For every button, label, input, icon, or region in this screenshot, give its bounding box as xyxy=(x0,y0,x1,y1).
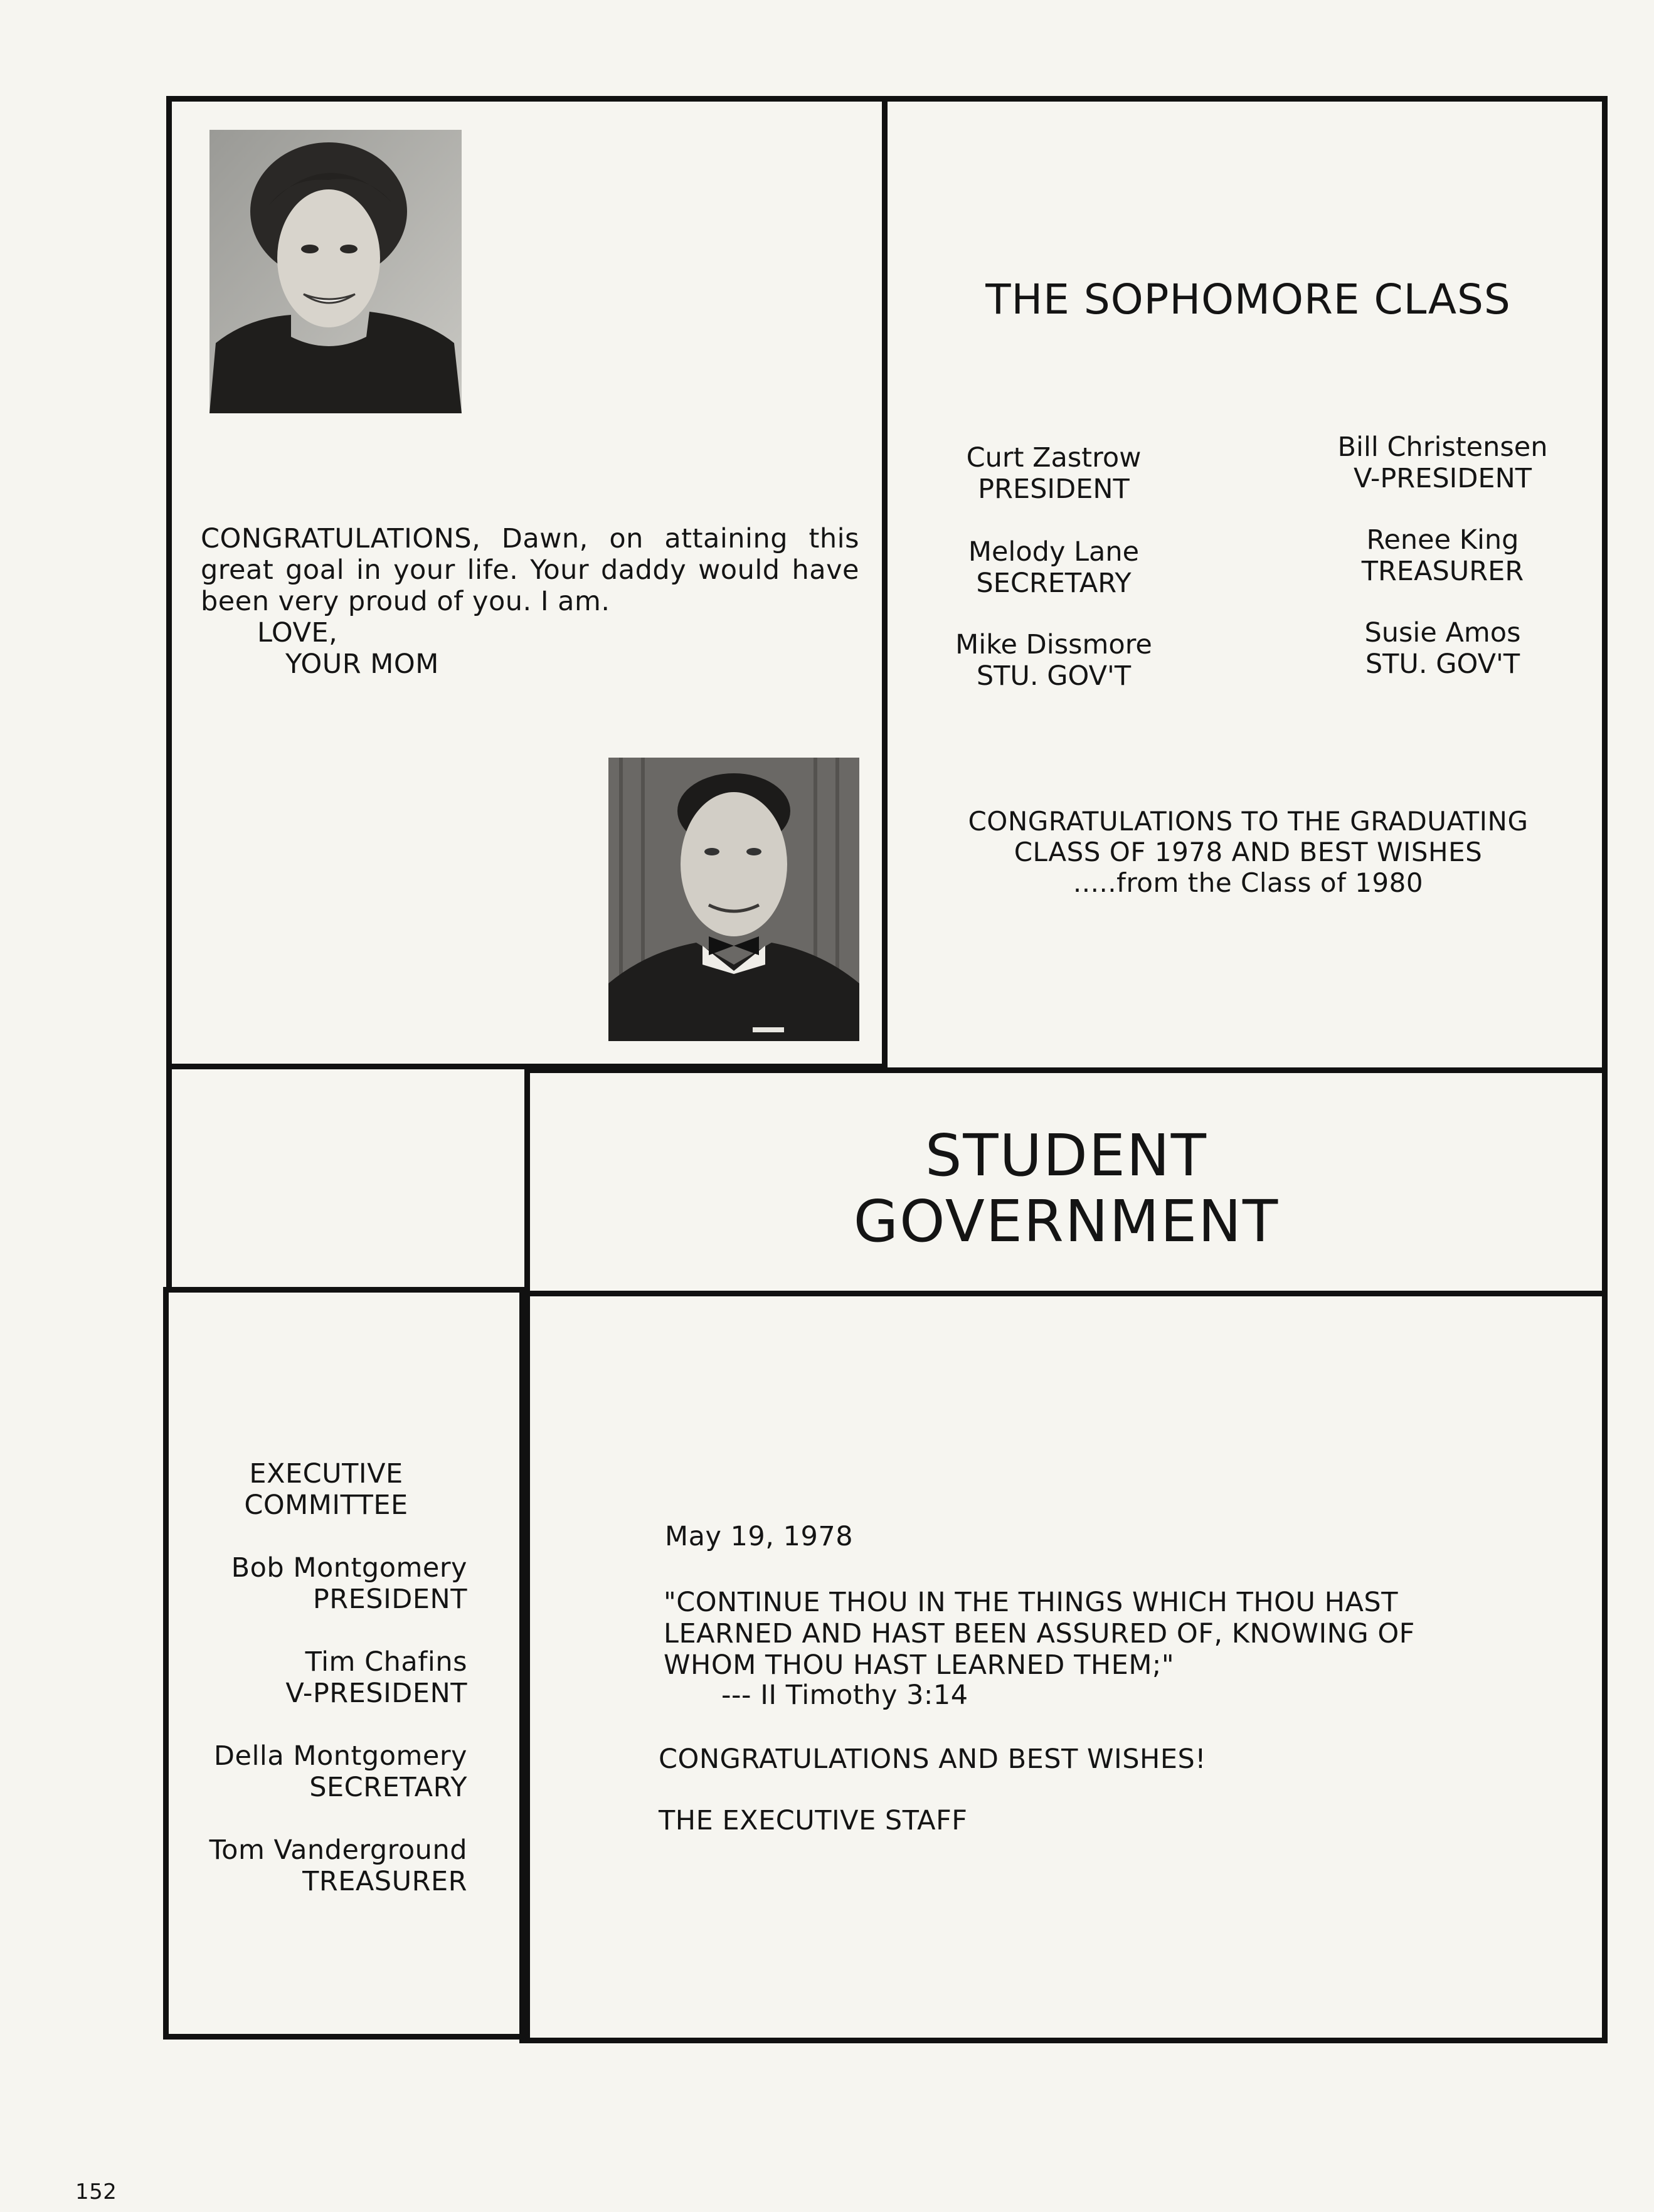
officer-treasurer xyxy=(1311,524,1574,587)
bible-quote xyxy=(664,1587,1567,1681)
quote-line: WHOM THOU HAST LEARNED THEM;" xyxy=(664,1649,1175,1681)
officer-role: STU. GOV'T xyxy=(976,660,1132,692)
ad-signature: YOUR MOM xyxy=(285,648,439,680)
message-date: May 19, 1978 xyxy=(665,1521,854,1552)
executive-member xyxy=(176,1740,467,1803)
officer-name: Mike Dissmore xyxy=(955,629,1152,660)
executive-member xyxy=(176,1834,467,1897)
officer-name: Curt Zastrow xyxy=(966,442,1142,474)
man-portrait-photo xyxy=(608,758,859,1041)
quote-citation: --- II Timothy 3:14 xyxy=(721,1680,968,1711)
sophomore-class-title: THE SOPHOMORE CLASS xyxy=(985,275,1511,324)
member-name: Della Montgomery xyxy=(213,1740,467,1772)
blank-panel xyxy=(166,1064,530,1293)
officer-name: Bill Christensen xyxy=(1337,431,1548,463)
congrats-line: CONGRATULATIONS TO THE GRADUATING xyxy=(968,806,1529,837)
officer-student-gov-rep xyxy=(928,629,1179,692)
member-role: PRESIDENT xyxy=(312,1584,467,1615)
member-name: Tom Vanderground xyxy=(209,1834,467,1866)
title-line: STUDENT xyxy=(925,1122,1207,1189)
heading-line: COMMITTEE xyxy=(244,1490,408,1521)
ad-message: CONGRATULATIONS, Dawn, on attaining this great goal in your life. Your daddy would have been very proud of you. I am. xyxy=(201,523,859,617)
member-role: SECRETARY xyxy=(309,1772,467,1803)
quote-line: "CONTINUE THOU IN THE THINGS WHICH THOU HAST xyxy=(664,1587,1398,1618)
officer-name: Melody Lane xyxy=(968,536,1140,568)
congrats-line: .....from the Class of 1980 xyxy=(1073,867,1424,898)
congrats-line: CLASS OF 1978 AND BEST WISHES xyxy=(1014,837,1483,867)
officer-name: Renee King xyxy=(1366,524,1519,556)
quote-line: LEARNED AND HAST BEEN ASSURED OF, KNOWING OF xyxy=(664,1618,1415,1649)
message-signature: THE EXECUTIVE STAFF xyxy=(659,1805,968,1836)
officer-vice-president xyxy=(1311,431,1574,494)
sophomore-congrats xyxy=(891,806,1606,898)
officer-student-gov-rep xyxy=(1311,617,1574,680)
officer-secretary xyxy=(928,536,1179,599)
officer-role: STU. GOV'T xyxy=(1365,648,1520,680)
page-number: 152 xyxy=(75,2179,117,2204)
member-name: Bob Montgomery xyxy=(231,1552,467,1584)
title-line: GOVERNMENT xyxy=(853,1188,1280,1255)
executive-heading xyxy=(188,1458,464,1521)
heading-line: EXECUTIVE xyxy=(249,1458,403,1490)
officer-role: TREASURER xyxy=(1361,556,1524,587)
member-role: TREASURER xyxy=(302,1866,467,1897)
executive-member xyxy=(176,1552,467,1615)
officer-president xyxy=(928,442,1179,505)
officer-name: Susie Amos xyxy=(1364,617,1521,648)
student-government-title xyxy=(533,1123,1599,1254)
message-congrats: CONGRATULATIONS AND BEST WISHES! xyxy=(659,1744,1207,1775)
officer-role: PRESIDENT xyxy=(978,474,1130,505)
member-name: Tim Chafins xyxy=(305,1646,467,1678)
dawn-portrait-photo xyxy=(209,130,462,413)
officer-role: V-PRESIDENT xyxy=(1353,463,1532,494)
officer-role: SECRETARY xyxy=(976,568,1132,599)
executive-member xyxy=(176,1646,467,1709)
ad-love: LOVE, xyxy=(257,617,338,648)
member-role: V-PRESIDENT xyxy=(285,1678,467,1709)
